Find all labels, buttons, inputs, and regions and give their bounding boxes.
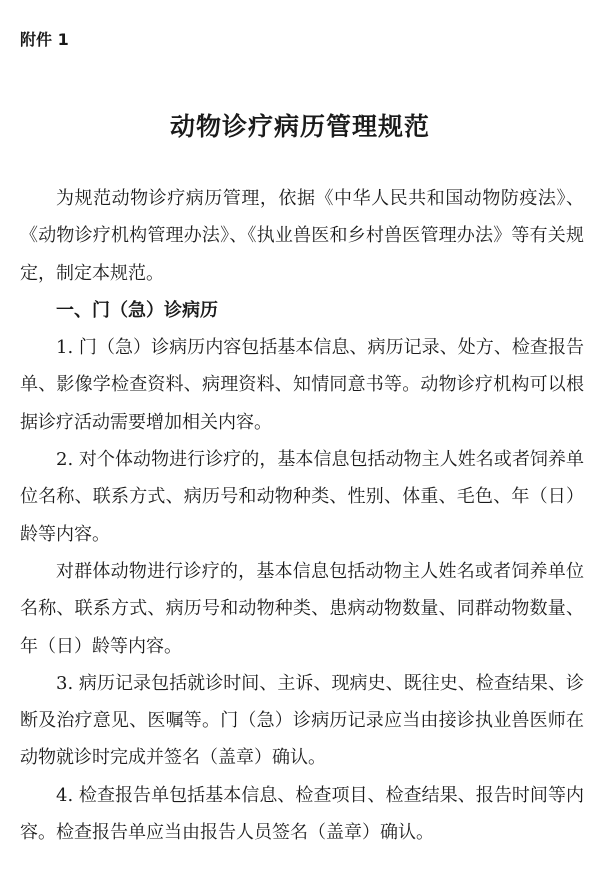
item-2-group-paragraph: 对群体动物进行诊疗的，基本信息包括动物主人姓名或者饲养单位名称、联系方式、病历号和动物种类、患病动物数量、同群动物数量、年（日）龄等内容。 <box>20 560 584 657</box>
item-4-paragraph: 4. 检查报告单包括基本信息、检查项目、检查结果、报告时间等内容。检查报告单应当由报告人员签名（盖章）确认。 <box>20 784 584 844</box>
document-title: 动物诊疗病历管理规范 <box>169 112 430 141</box>
section-heading: 一、门（急）诊病历 <box>56 299 218 321</box>
document-body <box>20 180 584 851</box>
item-2-paragraph: 2. 对个体动物进行诊疗的，基本信息包括动物主人姓名或者饲养单位名称、联系方式、病历号和动物种类、性别、体重、毛色、年（日）龄等内容。 <box>20 449 584 545</box>
attachment-label: 附件 1 <box>20 30 69 49</box>
item-3-paragraph: 3. 病历记录包括就诊时间、主诉、现病史、既往史、检查结果、诊断及治疗意见、医嘱等。门（急）诊病历记录应当由接诊执业兽医师在动物就诊时完成并签名（盖章）确认。 <box>20 672 584 769</box>
item-1-paragraph: 1. 门（急）诊病历内容包括基本信息、病历记录、处方、检查报告单、影像学检查资料、病理资料、知情同意书等。动物诊疗机构可以根据诊疗活动需要增加相关内容。 <box>20 337 584 433</box>
intro-paragraph: 为规范动物诊疗病历管理，依据《中华人民共和国动物防疫法》、《动物诊疗机构管理办法》、《执业兽医和乡村兽医管理办法》等有关规定，制定本规范。 <box>20 188 584 284</box>
